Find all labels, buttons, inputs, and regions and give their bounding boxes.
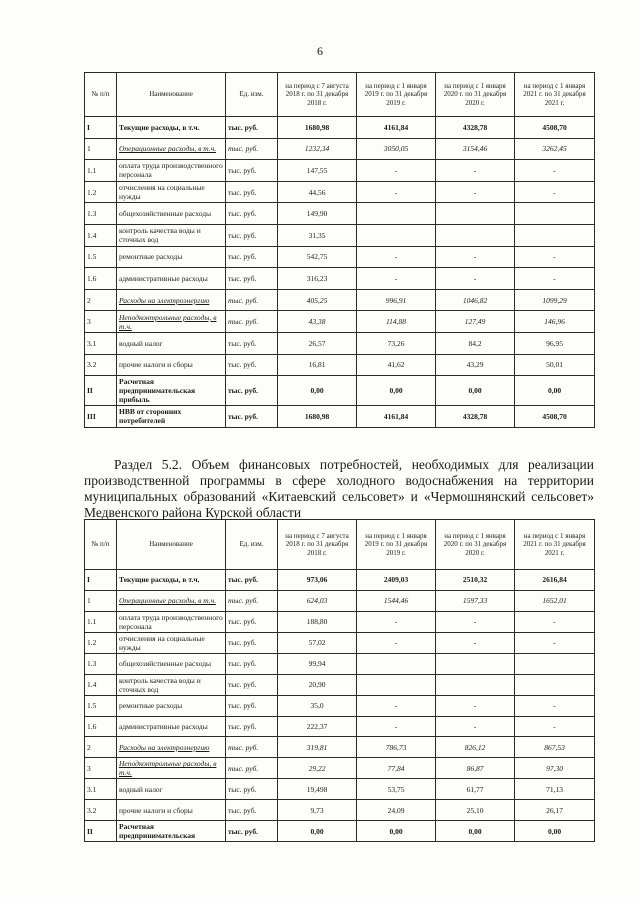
value-cell-2021: -	[515, 611, 595, 632]
value-cell-2018: 99,94	[278, 653, 357, 674]
value-cell-2019: 53,75	[357, 779, 436, 800]
value-cell-2018: 319,81	[278, 737, 357, 758]
row-number-cell: 3.1	[85, 332, 117, 354]
table-row	[85, 674, 595, 695]
row-unit-cell: тыс. руб.	[226, 590, 278, 611]
col-header-unit: Ед. изм.	[226, 520, 278, 570]
table-body	[85, 117, 595, 428]
row-name-cell: прочие налоги и сборы	[117, 800, 226, 821]
value-cell-2018: 16,81	[278, 354, 357, 376]
value-cell-2021: -	[515, 695, 595, 716]
value-cell-2021: 4508,70	[515, 117, 595, 139]
value-cell-2021	[515, 653, 595, 674]
value-cell-2020	[436, 674, 515, 695]
value-cell-2018: 43,38	[278, 311, 357, 333]
value-cell-2021: -	[515, 716, 595, 737]
value-cell-2020: -	[436, 695, 515, 716]
value-cell-2018: 316,23	[278, 268, 357, 290]
table-row	[85, 800, 595, 821]
row-number-cell: 2	[85, 737, 117, 758]
row-name-cell: контроль качества воды и сточных вод	[117, 224, 226, 246]
value-cell-2020: -	[436, 611, 515, 632]
value-cell-2020: 4328,78	[436, 406, 515, 428]
col-header-no: № п/п	[85, 73, 117, 117]
value-cell-2019: 0,00	[357, 376, 436, 406]
row-name-cell: отчисления на социальные нужды	[117, 181, 226, 203]
row-name-cell: Расходы на электроэнергию	[117, 289, 226, 311]
table-row	[85, 632, 595, 653]
table-row	[85, 716, 595, 737]
table-row	[85, 181, 595, 203]
value-cell-2018: 19,498	[278, 779, 357, 800]
value-cell-2021: 97,30	[515, 758, 595, 779]
row-name-cell: административные расходы	[117, 716, 226, 737]
col-header-period-2019: на период с 1 января 2019 г. по 31 декабря 2019 г.	[357, 73, 436, 117]
row-unit-cell: тыс. руб.	[226, 570, 278, 591]
value-cell-2021: 0,00	[515, 376, 595, 406]
value-cell-2019: -	[357, 716, 436, 737]
row-unit-cell: тыс. руб.	[226, 779, 278, 800]
table-row	[85, 160, 595, 182]
value-cell-2019: 996,91	[357, 289, 436, 311]
table-row	[85, 590, 595, 611]
table-body	[85, 570, 595, 842]
value-cell-2020: -	[436, 160, 515, 182]
row-name-cell: Операционные расходы, в т.ч.	[117, 138, 226, 160]
table-row	[85, 758, 595, 779]
row-number-cell: 3.1	[85, 779, 117, 800]
row-unit-cell: тыс. руб.	[226, 695, 278, 716]
col-header-period-2019: на период с 1 января 2019 г. по 31 декабря 2019 г.	[357, 520, 436, 570]
table-row	[85, 376, 595, 406]
row-unit-cell: тыс. руб.	[226, 289, 278, 311]
row-unit-cell: тыс. руб.	[226, 674, 278, 695]
value-cell-2018: 0,00	[278, 376, 357, 406]
table-row	[85, 821, 595, 842]
value-cell-2021	[515, 224, 595, 246]
col-header-period-2020: на период с 1 января 2020 г. по 31 декабря 2020 г.	[436, 73, 515, 117]
table-row	[85, 203, 595, 225]
value-cell-2018: 624,03	[278, 590, 357, 611]
row-unit-cell: тыс. руб.	[226, 354, 278, 376]
row-number-cell: 1.6	[85, 268, 117, 290]
value-cell-2020: 3154,46	[436, 138, 515, 160]
value-cell-2018: 147,55	[278, 160, 357, 182]
row-unit-cell: тыс. руб.	[226, 737, 278, 758]
section-heading	[84, 457, 594, 521]
value-cell-2019: -	[357, 632, 436, 653]
value-cell-2021: -	[515, 632, 595, 653]
col-header-period-2021: на период с 1 января 2021 г. по 31 декабря 2021 г.	[515, 520, 595, 570]
row-unit-cell: тыс. руб.	[226, 224, 278, 246]
value-cell-2019: 1544,46	[357, 590, 436, 611]
table-header-row	[85, 73, 595, 117]
value-cell-2021: 71,13	[515, 779, 595, 800]
value-cell-2019: 77,84	[357, 758, 436, 779]
row-number-cell: 3	[85, 758, 117, 779]
value-cell-2019: 3050,05	[357, 138, 436, 160]
row-name-cell: контроль качества воды и сточных вод	[117, 674, 226, 695]
row-number-cell: 3.2	[85, 800, 117, 821]
value-cell-2019	[357, 203, 436, 225]
row-name-cell: оплата труда производственного персонала	[117, 611, 226, 632]
value-cell-2020: -	[436, 181, 515, 203]
table-row	[85, 332, 595, 354]
row-number-cell: I	[85, 570, 117, 591]
value-cell-2018: 26,57	[278, 332, 357, 354]
row-unit-cell: тыс. руб.	[226, 376, 278, 406]
row-unit-cell: тыс. руб.	[226, 138, 278, 160]
value-cell-2019: 0,00	[357, 821, 436, 842]
table-row	[85, 224, 595, 246]
row-unit-cell: тыс. руб.	[226, 311, 278, 333]
row-number-cell: 1.6	[85, 716, 117, 737]
row-unit-cell: тыс. руб.	[226, 611, 278, 632]
row-number-cell: 2	[85, 289, 117, 311]
value-cell-2018: 973,06	[278, 570, 357, 591]
row-name-cell: ремонтные расходы	[117, 246, 226, 268]
row-number-cell: II	[85, 821, 117, 842]
col-header-name: Наименование	[117, 73, 226, 117]
value-cell-2019: -	[357, 160, 436, 182]
col-header-unit: Ед. изм.	[226, 73, 278, 117]
value-cell-2021	[515, 674, 595, 695]
value-cell-2019: -	[357, 268, 436, 290]
row-number-cell: 1.5	[85, 695, 117, 716]
row-unit-cell: тыс. руб.	[226, 800, 278, 821]
value-cell-2021: 1099,29	[515, 289, 595, 311]
row-number-cell: 1	[85, 590, 117, 611]
value-cell-2020: 4328,78	[436, 117, 515, 139]
row-number-cell: I	[85, 117, 117, 139]
financial-table-1	[84, 72, 595, 428]
value-cell-2019: 73,26	[357, 332, 436, 354]
value-cell-2019	[357, 224, 436, 246]
value-cell-2021	[515, 203, 595, 225]
value-cell-2018: 29,22	[278, 758, 357, 779]
value-cell-2021: -	[515, 181, 595, 203]
financial-table-2	[84, 519, 595, 842]
value-cell-2020: 0,00	[436, 821, 515, 842]
row-name-cell: НВВ от сторонних потребителей	[117, 406, 226, 428]
col-header-name: Наименование	[117, 520, 226, 570]
row-name-cell: Расходы на электроэнергию	[117, 737, 226, 758]
row-number-cell: 1.1	[85, 611, 117, 632]
value-cell-2019: 2409,03	[357, 570, 436, 591]
row-unit-cell: тыс. руб.	[226, 716, 278, 737]
value-cell-2019: -	[357, 611, 436, 632]
value-cell-2021: -	[515, 160, 595, 182]
table-row	[85, 653, 595, 674]
value-cell-2018: 1232,34	[278, 138, 357, 160]
value-cell-2019: 4161,84	[357, 117, 436, 139]
row-number-cell: 1.5	[85, 246, 117, 268]
value-cell-2021: 96,95	[515, 332, 595, 354]
table-row	[85, 117, 595, 139]
row-unit-cell: тыс. руб.	[226, 246, 278, 268]
row-number-cell: 1.2	[85, 181, 117, 203]
row-name-cell: прочие налоги и сборы	[117, 354, 226, 376]
value-cell-2020: 61,77	[436, 779, 515, 800]
value-cell-2020	[436, 203, 515, 225]
value-cell-2018: 1680,98	[278, 117, 357, 139]
row-number-cell: 1.3	[85, 203, 117, 225]
value-cell-2020: 1046,82	[436, 289, 515, 311]
value-cell-2021: 1652,01	[515, 590, 595, 611]
table-row	[85, 570, 595, 591]
table-row	[85, 737, 595, 758]
table-row	[85, 354, 595, 376]
row-name-cell: Текущие расходы, в т.ч.	[117, 570, 226, 591]
row-name-cell: общехозяйственные расходы	[117, 203, 226, 225]
row-unit-cell: тыс. руб.	[226, 821, 278, 842]
row-unit-cell: тыс. руб.	[226, 203, 278, 225]
col-header-period-2018: на период с 7 августа 2018 г. по 31 декабря 2018 г.	[278, 520, 357, 570]
value-cell-2019: 114,88	[357, 311, 436, 333]
value-cell-2021: -	[515, 268, 595, 290]
col-header-no: № п/п	[85, 520, 117, 570]
value-cell-2021: 26,17	[515, 800, 595, 821]
table-row	[85, 406, 595, 428]
value-cell-2018: 35,0	[278, 695, 357, 716]
value-cell-2019: 41,62	[357, 354, 436, 376]
row-name-cell: водный налог	[117, 779, 226, 800]
section-heading-text: Раздел 5.2. Объем финансовых потребностей, необходимых для реализации производственной программы в сфере холодного водоснабжения на территории муниципальных образований «Китаевский сельсовет» и «Чермошнянский сельсовет» Медвенского района Курской области	[84, 457, 594, 520]
value-cell-2020	[436, 653, 515, 674]
value-cell-2019: -	[357, 181, 436, 203]
row-unit-cell: тыс. руб.	[226, 406, 278, 428]
table-row	[85, 779, 595, 800]
row-name-cell: отчисления на социальные нужды	[117, 632, 226, 653]
table-row	[85, 311, 595, 333]
table-row	[85, 268, 595, 290]
row-unit-cell: тыс. руб.	[226, 758, 278, 779]
row-name-cell: общехозяйственные расходы	[117, 653, 226, 674]
col-header-period-2018: на период с 7 августа 2018 г. по 31 декабря 2018 г.	[278, 73, 357, 117]
value-cell-2021: -	[515, 246, 595, 268]
row-name-cell: Неподконтрольные расходы, в т.ч.	[117, 758, 226, 779]
row-name-cell: Расчетная предпринимательская прибыль	[117, 376, 226, 406]
value-cell-2020: -	[436, 632, 515, 653]
row-number-cell: 1.4	[85, 224, 117, 246]
value-cell-2020	[436, 224, 515, 246]
value-cell-2018: 57,02	[278, 632, 357, 653]
value-cell-2020: -	[436, 716, 515, 737]
value-cell-2021: 2616,84	[515, 570, 595, 591]
row-name-cell: Неподконтрольные расходы, в т.ч.	[117, 311, 226, 333]
row-name-cell: Операционные расходы, в т.ч.	[117, 590, 226, 611]
value-cell-2018: 188,80	[278, 611, 357, 632]
row-unit-cell: тыс. руб.	[226, 268, 278, 290]
value-cell-2020: -	[436, 246, 515, 268]
value-cell-2021: 4508,70	[515, 406, 595, 428]
row-name-cell: Расчетная предпринимательская	[117, 821, 226, 842]
row-unit-cell: тыс. руб.	[226, 181, 278, 203]
value-cell-2019: 24,09	[357, 800, 436, 821]
table-row	[85, 289, 595, 311]
row-number-cell: 3	[85, 311, 117, 333]
row-number-cell: III	[85, 406, 117, 428]
value-cell-2020: 826,12	[436, 737, 515, 758]
row-name-cell: оплата труда производственного персонала	[117, 160, 226, 182]
value-cell-2021: 867,53	[515, 737, 595, 758]
value-cell-2020: 86,87	[436, 758, 515, 779]
value-cell-2019: -	[357, 246, 436, 268]
row-number-cell: 1.3	[85, 653, 117, 674]
value-cell-2019: 4161,84	[357, 406, 436, 428]
value-cell-2019: -	[357, 695, 436, 716]
value-cell-2018: 9,73	[278, 800, 357, 821]
value-cell-2018: 31,35	[278, 224, 357, 246]
row-unit-cell: тыс. руб.	[226, 332, 278, 354]
col-header-period-2021: на период с 1 января 2021 г. по 31 декабря 2021 г.	[515, 73, 595, 117]
value-cell-2020: 84,2	[436, 332, 515, 354]
value-cell-2020: -	[436, 268, 515, 290]
value-cell-2018: 149,90	[278, 203, 357, 225]
value-cell-2018: 405,25	[278, 289, 357, 311]
row-name-cell: водный налог	[117, 332, 226, 354]
value-cell-2018: 222,37	[278, 716, 357, 737]
value-cell-2019: 786,73	[357, 737, 436, 758]
row-name-cell: административные расходы	[117, 268, 226, 290]
value-cell-2018: 1680,98	[278, 406, 357, 428]
row-number-cell: 3.2	[85, 354, 117, 376]
value-cell-2020: 0,00	[436, 376, 515, 406]
table-row	[85, 138, 595, 160]
value-cell-2020: 43,29	[436, 354, 515, 376]
row-unit-cell: тыс. руб.	[226, 632, 278, 653]
value-cell-2018: 0,00	[278, 821, 357, 842]
row-unit-cell: тыс. руб.	[226, 653, 278, 674]
table-row	[85, 695, 595, 716]
row-number-cell: 1.2	[85, 632, 117, 653]
row-unit-cell: тыс. руб.	[226, 117, 278, 139]
value-cell-2021: 3262,45	[515, 138, 595, 160]
row-unit-cell: тыс. руб.	[226, 160, 278, 182]
value-cell-2018: 44,56	[278, 181, 357, 203]
value-cell-2021: 146,96	[515, 311, 595, 333]
value-cell-2019	[357, 653, 436, 674]
value-cell-2019	[357, 674, 436, 695]
value-cell-2021: 0,00	[515, 821, 595, 842]
table-row	[85, 246, 595, 268]
value-cell-2020: 25,10	[436, 800, 515, 821]
row-number-cell: II	[85, 376, 117, 406]
value-cell-2018: 542,75	[278, 246, 357, 268]
table-row	[85, 611, 595, 632]
row-name-cell: ремонтные расходы	[117, 695, 226, 716]
row-number-cell: 1	[85, 138, 117, 160]
row-number-cell: 1.4	[85, 674, 117, 695]
page-number: 6	[317, 44, 323, 58]
value-cell-2021: 50,01	[515, 354, 595, 376]
value-cell-2020: 2510,32	[436, 570, 515, 591]
col-header-period-2020: на период с 1 января 2020 г. по 31 декабря 2020 г.	[436, 520, 515, 570]
value-cell-2020: 1597,33	[436, 590, 515, 611]
row-name-cell: Текущие расходы, в т.ч.	[117, 117, 226, 139]
value-cell-2020: 127,49	[436, 311, 515, 333]
table-header-row	[85, 520, 595, 570]
row-number-cell: 1.1	[85, 160, 117, 182]
value-cell-2018: 20,90	[278, 674, 357, 695]
